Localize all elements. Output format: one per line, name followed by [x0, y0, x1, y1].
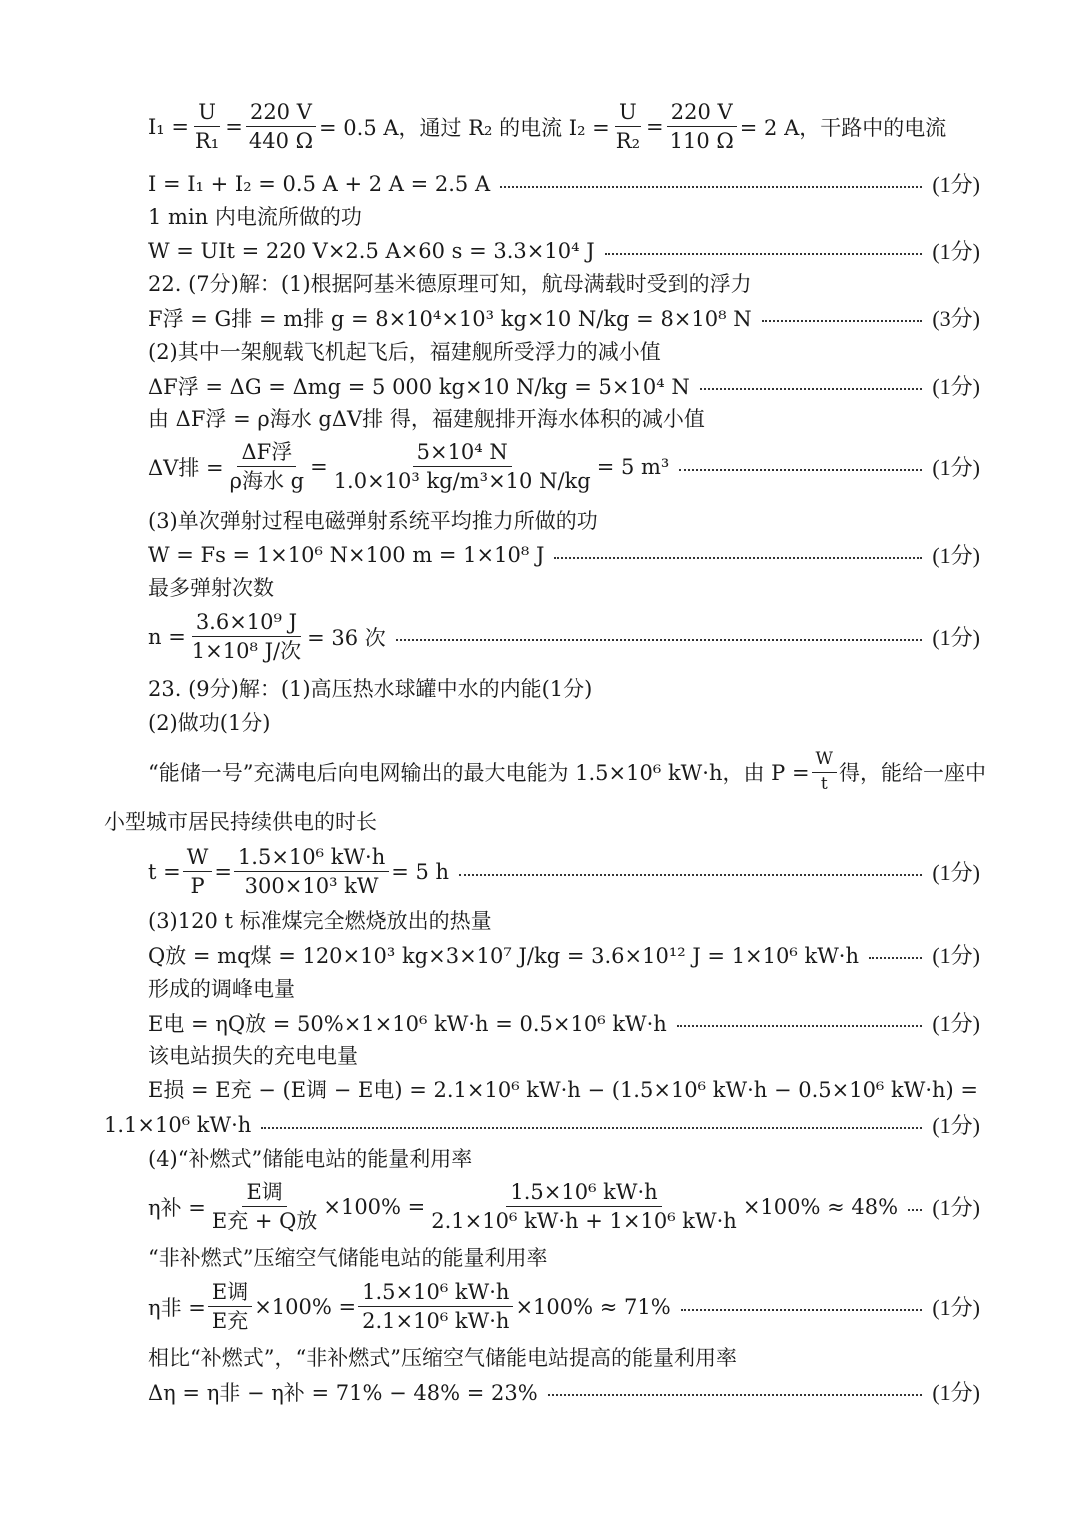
text-line: 形成的调峰电量: [148, 977, 295, 1001]
fraction: $\frac{\text{1.5×10⁶ kW·h}}{\text{2.1×10⁶ kW·h}}$: [358, 1280, 513, 1333]
equation-line: W = Fs = 1×10⁶ N×100 m = 1×10⁸ J (1分): [148, 539, 980, 570]
text-line: (2)其中一架舰载飞机起飞后，福建舰所受浮力的减小值: [148, 340, 661, 364]
dotted-leader: [605, 253, 923, 255]
fraction: $\frac{U}{\text{R₂}}$: [615, 100, 640, 154]
equation-line-t: t = $\frac{W}{P}$ = $\frac{\text{1.5×10⁶ kW·h}}{\text{300×10³ kW}}$ = 5 h (1分): [148, 845, 980, 899]
score-label: (1分): [932, 860, 980, 886]
score-label: (1分): [932, 1011, 980, 1036]
fraction: $\frac{220 V}{110 \Omega}$: [666, 100, 738, 153]
text-segment: = 0.5 A，通过 R₂ 的电流 I₂ =: [319, 115, 610, 140]
text-line: (3)120 t 标准煤完全燃烧放出的热量: [148, 909, 492, 933]
fraction: $\frac{\text{1.5×10⁶ kW·h}}{\text{300×10³ kW}}$: [234, 845, 389, 898]
equation-line: Q放 = mq煤 = 120×10³ kg×3×10⁷ J/kg = 3.6×10¹² J = 1×10⁶ kW·h (1分): [148, 939, 980, 970]
fraction: $\frac{\text{ΔF浮}}{\text{ρ海水 g}}$: [229, 440, 305, 494]
score-label: (1分): [932, 543, 980, 568]
score-label: (1分): [932, 455, 980, 481]
dotted-leader: [700, 388, 923, 390]
fraction: $\frac{\text{5×10⁴ N}}{\text{1.0×10³ kg/m³×10 N/kg}}$: [333, 440, 591, 494]
question-header-23: 23. (9分)解：(1)高压热水球罐中水的内能(1分): [148, 677, 593, 701]
equation-line-n: n = $\frac{\text{3.6×10⁹ J}}{\text{1×10⁸ J/次}}$ = 36 次 (1分): [148, 610, 980, 664]
dotted-leader: [459, 874, 922, 876]
dotted-leader: [762, 320, 923, 322]
text-segment: = 2 A，干路中的电流: [739, 115, 947, 140]
dotted-leader: [396, 639, 923, 641]
score-label: (1分): [932, 172, 980, 197]
dotted-leader: [677, 1025, 923, 1027]
fraction: $\frac{U}{\text{R₁}}$: [195, 100, 220, 154]
text-line: 1 min 内电流所做的功: [148, 205, 362, 229]
text-line: 由 ΔF浮 = ρ海水 gΔV排 得，福建舰排开海水体积的减小值: [148, 407, 705, 431]
dotted-leader: [554, 557, 922, 559]
dotted-leader: [908, 1209, 922, 1211]
dotted-leader: [681, 1309, 923, 1311]
equation-line: E电 = ηQ放 = 50%×1×10⁶ kW·h = 0.5×10⁶ kW·h (1分): [148, 1007, 980, 1038]
dotted-leader: [869, 957, 922, 959]
equation-line: F浮 = G排 = m排 g = 8×10⁴×10³ kg×10 N/kg = 8×10⁸ N (3分): [148, 302, 980, 333]
fraction: $\frac{\text{1.5×10⁶ kW·h}}{\text{2.1×10⁶ kW·h + 1×10⁶ kW·h}}$: [431, 1180, 737, 1234]
question-header-22: 22. (7分)解：(1)根据阿基米德原理可知，航母满载时受到的浮力: [148, 272, 752, 296]
text-line-with-fraction: “能储一号”充满电后向电网输出的最大电能为 1.5×10⁶ kW·h，由 P = $\frac{W}{t}$ 得，能给一座中: [148, 749, 987, 794]
equation-line: Δη = η非 − η补 = 71% − 48% = 23% (1分): [148, 1376, 980, 1407]
fraction: $\frac{\text{E调}}{\text{E充}}$: [208, 1280, 252, 1333]
score-label: (1分): [932, 1113, 980, 1138]
dotted-leader: [679, 469, 922, 471]
text-line: 最多弹射次数: [148, 576, 274, 600]
equation-line-i1-i2: I₁ = $\frac{U}{\text{R₁}}$ = $\frac{220 V}{440 \Omega}$ = 0.5 A，通过 R₂ 的电流 I₂ = $\frac{U}{\text{R₂}}$ = $\frac{220 V}{110 \Omega}$ = 2 A，干路中的电流: [148, 100, 947, 154]
text-line: 小型城市居民持续供电的时长: [104, 810, 377, 834]
fraction: $\frac{W}{P}$: [183, 845, 213, 898]
text-segment: I₁ =: [148, 114, 189, 139]
text-line: 该电站损失的充电电量: [148, 1044, 358, 1068]
score-label: (1分): [932, 1195, 980, 1221]
equation-line: I = I₁ + I₂ = 0.5 A + 2 A = 2.5 A (1分): [148, 168, 980, 199]
equation-line: E损 = E充 − (E调 − E电) = 2.1×10⁶ kW·h − (1.5×10⁶ kW·h − 0.5×10⁶ kW·h) =: [148, 1078, 978, 1102]
fraction: $\frac{\text{3.6×10⁹ J}}{\text{1×10⁸ J/次}}$: [191, 610, 302, 664]
score-label: (1分): [932, 943, 980, 968]
fraction: $\frac{W}{t}$: [812, 750, 837, 794]
dotted-leader: [548, 1394, 923, 1396]
equation-line: ΔF浮 = ΔG = Δmg = 5 000 kg×10 N/kg = 5×10⁴ N (1分): [148, 370, 980, 401]
text-line: “非补燃式”压缩空气储能电站的能量利用率: [148, 1246, 548, 1270]
score-label: (1分): [932, 374, 980, 399]
dotted-leader: [500, 186, 922, 188]
score-label: (1分): [932, 239, 980, 264]
score-label: (1分): [932, 1380, 980, 1405]
score-label: (1分): [932, 1295, 980, 1321]
equation-line-delta-v: ΔV排 = $\frac{\text{ΔF浮}}{\text{ρ海水 g}}$ = $\frac{\text{5×10⁴ N}}{\text{1.0×10³ kg/m³×10 N/kg}}$ = 5 m³ (1分): [148, 440, 980, 494]
text-line: (2)做功(1分): [148, 711, 271, 735]
score-label: (1分): [932, 625, 980, 651]
text-line: (4)“补燃式”储能电站的能量利用率: [148, 1147, 473, 1171]
text-line: 相比“补燃式”，“非补燃式”压缩空气储能电站提高的能量利用率: [148, 1346, 737, 1370]
equation-line-eta-fei: η非 = $\frac{\text{E调}}{\text{E充}}$ ×100% = $\frac{\text{1.5×10⁶ kW·h}}{\text{2.1×10⁶ kW·h}}$ ×100% ≈ 71% (1分): [148, 1280, 980, 1334]
text-line: (3)单次弹射过程电磁弹射系统平均推力所做的功: [148, 509, 598, 533]
fraction: $\frac{\text{E调}}{\text{E充 + Q放}}$: [211, 1180, 318, 1234]
fraction: $\frac{220 V}{440 \Omega}$: [245, 100, 317, 153]
score-label: (3分): [932, 306, 980, 331]
equation-line: W = UIt = 220 V×2.5 A×60 s = 3.3×10⁴ J (1分): [148, 235, 980, 266]
dotted-leader: [261, 1127, 922, 1129]
equation-line: 1.1×10⁶ kW·h (1分): [104, 1109, 980, 1140]
equation-line-eta-bu: η补 = $\frac{\text{E调}}{\text{E充 + Q放}}$ ×100% = $\frac{\text{1.5×10⁶ kW·h}}{\text{2.1×10⁶ kW·h + 1×10⁶ kW·h}}$ ×100% ≈ 48% (1分): [148, 1180, 980, 1234]
